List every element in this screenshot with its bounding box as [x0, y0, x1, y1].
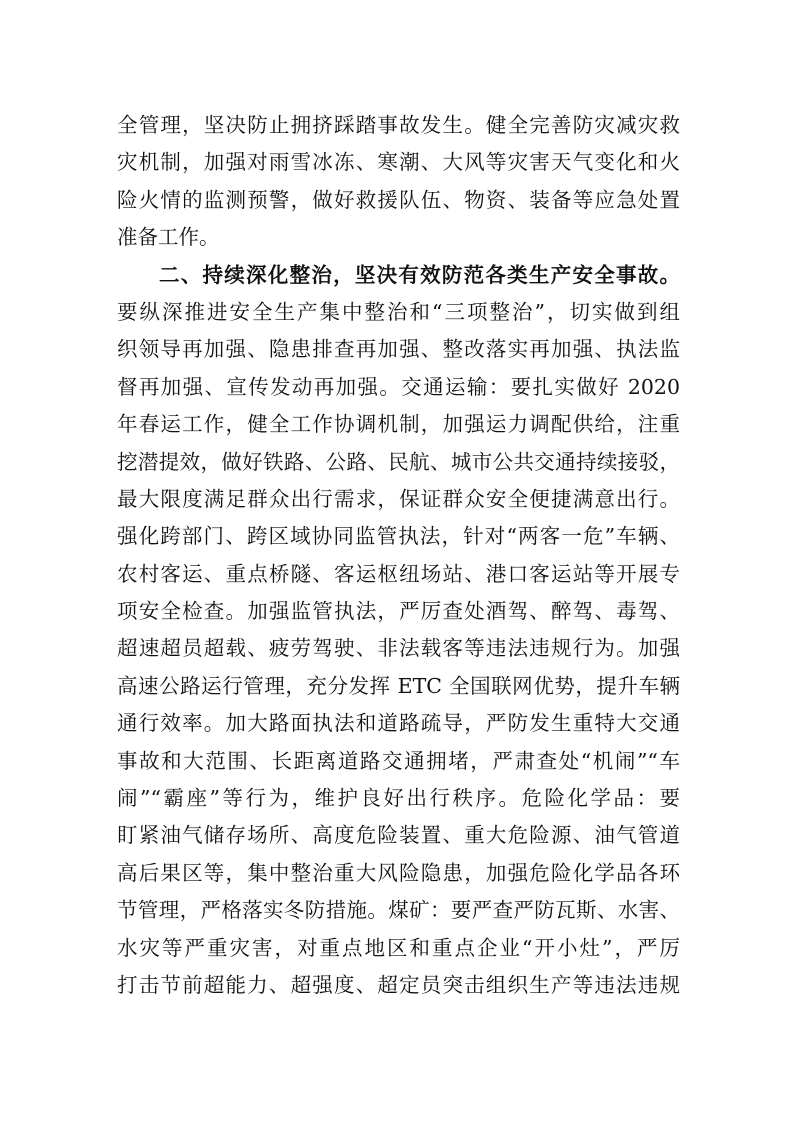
text-line: 水灾等严重灾害，对重点地区和重点企业“开小灶”，严厉	[117, 935, 680, 960]
text-line: 高后果区等，集中整治重大风险隐患，加强危险化学品各环	[117, 860, 680, 885]
text-line: 年春运工作，健全工作协调机制，加强运力调配供给，注重	[117, 412, 680, 437]
text-line: 打击节前超能力、超强度、超定员突击组织生产等违法违规	[117, 972, 680, 997]
text-line: 农村客运、重点桥隧、客运枢纽场站、港口客运站等开展专	[117, 561, 680, 586]
text-line: 盯紧油气储存场所、高度危险装置、重大危险源、油气管道	[117, 823, 680, 848]
text-line: 高速公路运行管理，充分发挥 ETC 全国联网优势，提升车辆	[117, 673, 680, 698]
section-heading: 二、持续深化整治，坚决有效防范各类生产安全事故。	[159, 262, 680, 287]
text-line: 灾机制，加强对雨雪冰冻、寒潮、大风等灾害天气变化和火	[117, 150, 680, 175]
text-line: 全管理，坚决防止拥挤踩踏事故发生。健全完善防灾减灾救	[117, 113, 680, 137]
text-line: 要纵深推进安全生产集中整治和“三项整治”，切实做到组	[117, 299, 680, 324]
text-line: 准备工作。	[117, 225, 220, 250]
text-line: 闹”“霸座”等行为，维护良好出行秩序。危险化学品：要	[117, 786, 680, 811]
text-line: 通行效率。加大路面执法和道路疏导，严防发生重特大交通	[117, 711, 680, 736]
body-text	[117, 107, 680, 1004]
text-line: 项安全检查。加强监管执法，严厉查处酒驾、醉驾、毒驾、	[117, 599, 680, 624]
text-line: 织领导再加强、隐患排查再加强、整改落实再加强、执法监	[117, 337, 680, 362]
text-line: 险火情的监测预警，做好救援队伍、物资、装备等应急处置	[117, 187, 680, 212]
text-line: 最大限度满足群众出行需求，保证群众安全便捷满意出行。	[117, 486, 680, 511]
text-line: 督再加强、宣传发动再加强。交通运输：要扎实做好 2020	[117, 374, 680, 399]
text-line: 事故和大范围、长距离道路交通拥堵，严肃查处“机闹”“车	[117, 748, 680, 773]
text-line: 节管理，严格落实冬防措施。煤矿：要严查严防瓦斯、水害、	[117, 898, 680, 923]
text-line: 强化跨部门、跨区域协同监管执法，针对“两客一危”车辆、	[117, 524, 680, 549]
text-line: 超速超员超载、疲劳驾驶、非法载客等违法违规行为。加强	[117, 636, 680, 661]
text-line: 挖潜提效，做好铁路、公路、民航、城市公共交通持续接驳，	[117, 449, 680, 474]
